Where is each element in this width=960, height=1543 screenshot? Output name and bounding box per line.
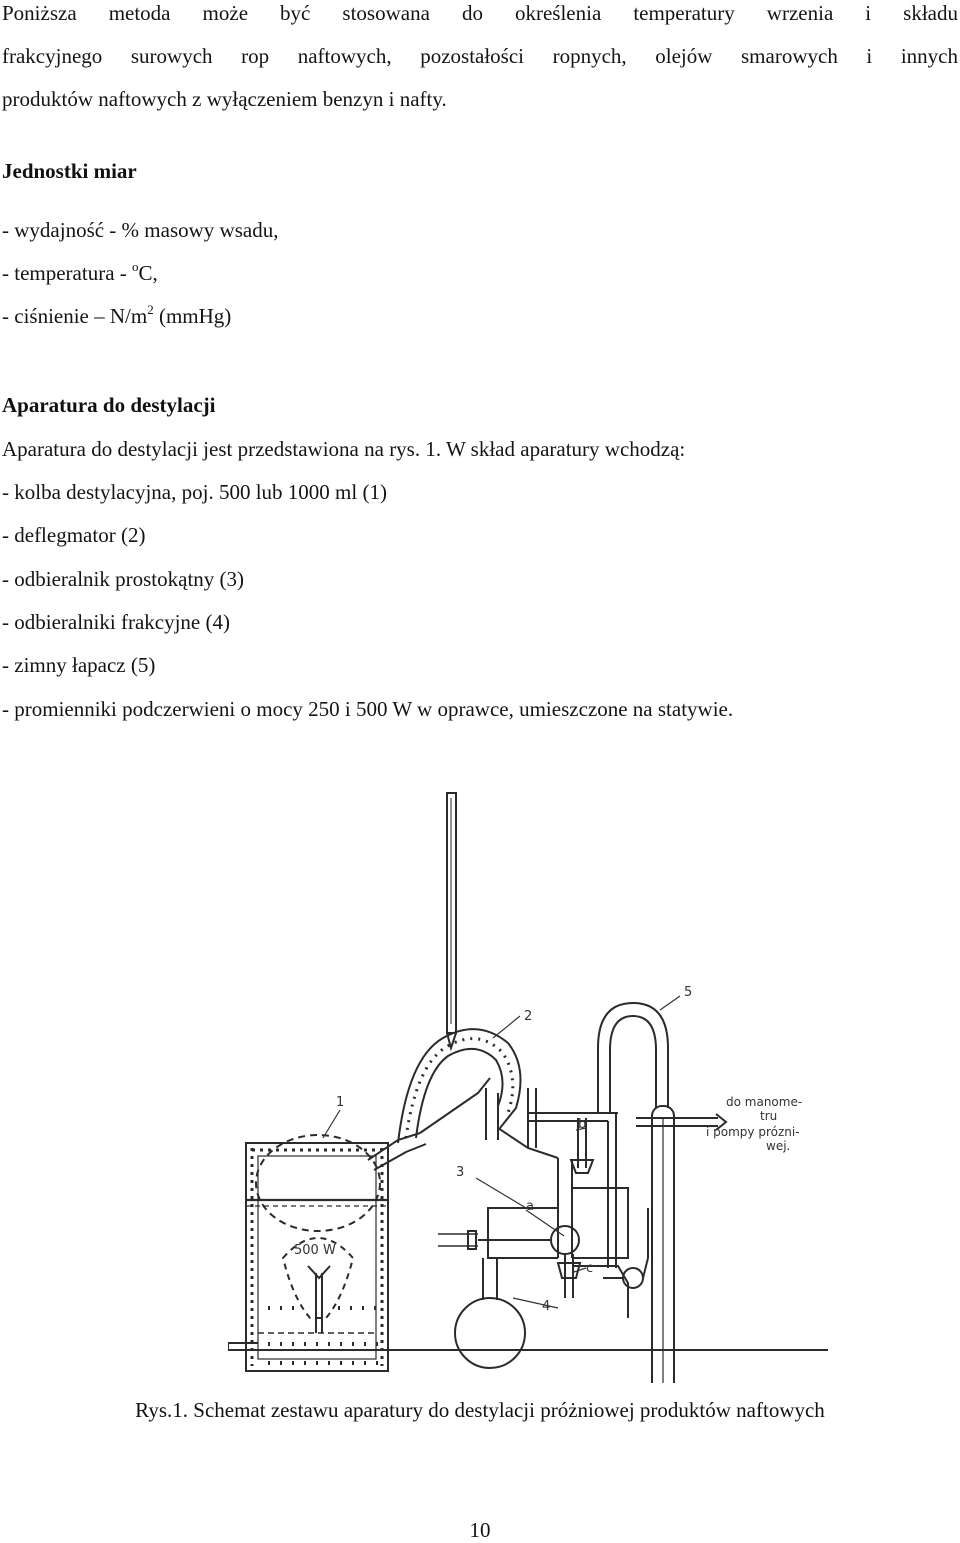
page-number: 10 [469,1518,491,1542]
apparatus-item: - zimny łapacz (5) [2,653,156,677]
pump-note-line-2: tru [760,1109,778,1123]
lamp-label: 500 W [294,1243,336,1258]
units-heading: Jednostki miar [2,159,137,183]
units-pressure [2,303,231,332]
apparatus-schematic [228,788,828,1383]
apparatus-intro: Aparatura do destylacji jest przedstawiona na rys. 1. W skład aparatury wchodzą: [2,437,686,461]
cold-trap [598,1003,668,1113]
flask-neck [368,1133,420,1160]
units-yield: - wydajność - % masowy wsadu, [2,218,279,242]
apparatus-item: - odbieralniki frakcyjne (4) [2,610,230,634]
units-pressure-prefix: - ciśnienie – N/m [2,304,148,328]
units-pressure-exponent: 2 [147,302,154,317]
apparatus-item: - deflegmator (2) [2,523,146,547]
label-a: a [526,1199,534,1214]
apparatus-heading: Aparatura do destylacji [2,393,216,417]
apparatus-drawing [228,788,828,1383]
apparatus-item: - promienniki podczerwieni o mocy 250 i 500 W w oprawce, umieszczone na statywie. [2,697,734,721]
units-temperature-suffix: C, [138,261,158,285]
pump-note-line-1: do manome- [726,1095,803,1109]
fraction-receiver [455,1298,525,1368]
label-4: 4 [542,1299,551,1314]
intro-line-3: produktów naftowych z wyłączeniem benzyn i nafty. [2,87,447,111]
label-2: 2 [524,1009,533,1024]
intro-line-1: Poniższa metoda może być stosowana do określenia temperatury wrzenia i składu [2,1,958,25]
apparatus-item: - kolba destylacyjna, poj. 500 lub 1000 ml (1) [2,480,387,504]
units-temperature-prefix: - temperatura - [2,261,133,285]
apparatus-item: - odbieralnik prostokątny (3) [2,567,245,591]
intro-line-2: frakcyjnego surowych rop naftowych, pozostałości ropnych, olejów smarowych i innych [2,44,958,68]
pump-note-line-4: wej. [766,1139,791,1153]
label-5: 5 [684,985,693,1000]
figure-caption: Rys.1. Schemat zestawu aparatury do destylacji próżniowej produktów naftowych [135,1398,825,1422]
label-1: 1 [336,1095,345,1110]
pump-note-line-3: i pompy prózni- [706,1125,800,1139]
label-3: 3 [456,1165,465,1180]
units-temperature [2,260,158,289]
units-pressure-suffix: (mmHg) [153,304,232,328]
label-c: c [586,1261,594,1276]
units-temperature-degree: o [132,259,139,274]
label-b: b [578,1117,587,1132]
